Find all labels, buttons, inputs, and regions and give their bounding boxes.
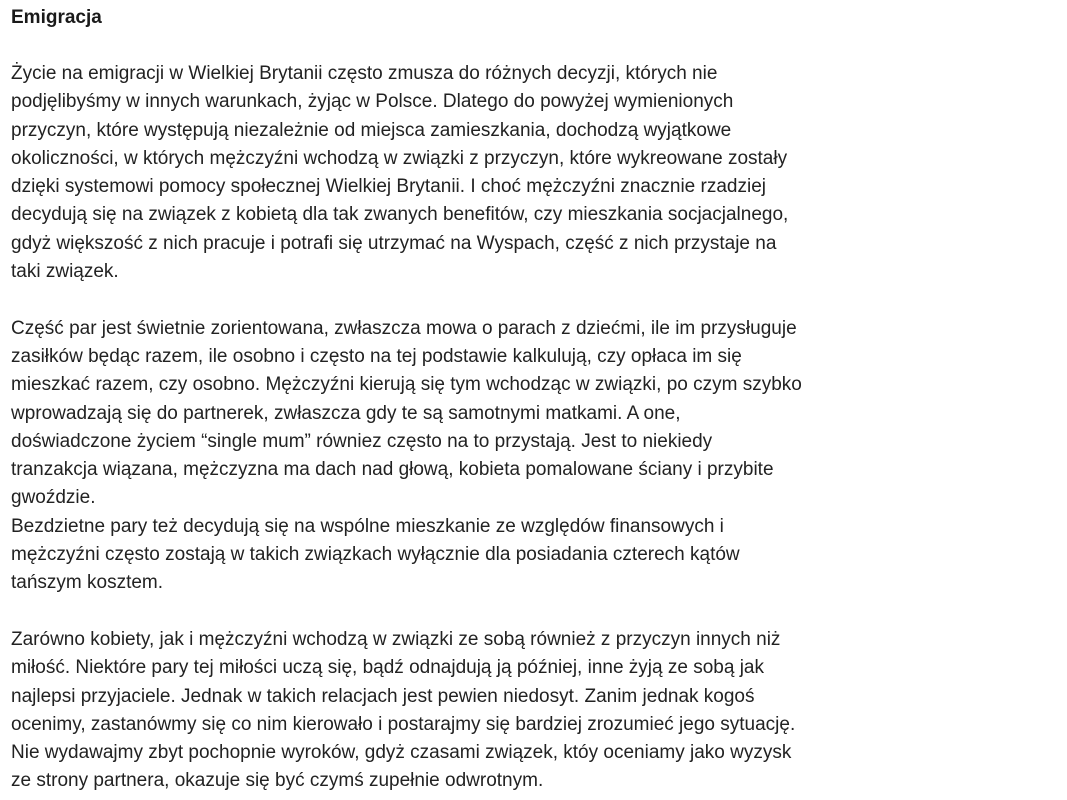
article (11, 4, 891, 796)
paragraph-spacer (11, 598, 891, 626)
paragraph-conclusion: Zarówno kobiety, jak i mężczyźni wchodzą w związki ze sobą również z przyczyn innych niż miłość. Niektóre pary tej miłości uczą się, bądź odnajdują ją później, inne żyją ze sobą jak najlepsi przyjaciele. Jednak w takich relacjach jest pewien niedosyt. Zanim jednak kogoś ocenimy, zastanówmy się co nim kierowało i postarajmy się bardziej zrozumieć jego sytuację. Nie wydawajmy zbyt pochopnie wyroków, gdyż czasami związek, któy oceniamy jako wyzysk ze strony partnera, okazuje się być czymś zupełnie odwrotnym. (11, 628, 796, 792)
paragraph-emigration-decisions: Życie na emigracji w Wielkiej Brytanii często zmusza do różnych decyzji, których nie podjęlibyśmy w innych warunkach, żyjąc w Polsce. Dlatego do powyżej wymienionych przyczyn, które występują niezależnie od miejsca zamieszkania, dochodzą wyjątkowe okoliczności, w których mężczyźni wchodzą w związki z przyczyn, które wykreowane zostały dzięki systemowi pomocy społecznej Wielkiej Brytanii. I choć mężczyźni znacznie rzadziej decydują się na związek z kobietą dla tak zwanych benefitów, czy mieszkania socjacjalnego, gdyż większość z nich pracuje i potrafi się utrzymać na Wyspach, część z nich przystaje na taki związek. (11, 63, 789, 283)
article-title: Emigracja (11, 7, 102, 28)
paragraph-childless-couples: Bezdzietne pary też decydują się na wspólne mieszkanie ze względów finansowych i mężczyźni często zostają w takich związkach wyłącznie dla posiadania czterech kątów tańszym kosztem. (11, 515, 740, 594)
paragraph-spacer (11, 286, 891, 314)
paragraph-benefits-calculation: Część par jest świetnie zorientowana, zwłaszcza mowa o parach z dziećmi, ile im przysługuje zasiłków będąc razem, ile osobno i często na tej podstawie kalkulują, czy opłaca im się mieszkać razem, czy osobno. Mężczyźni kierują się tym wchodząc w związki, po czym szybko wprowadzają się do partnerek, zwłaszcza gdy te są samotnymi matkami. A one, doświadczone życiem “single mum” równiez często na to przystają. Jest to niekiedy tranzakcja wiązana, mężczyzna ma dach nad głową, kobieta pomalowane ściany i przybite gwoździe. (11, 317, 802, 509)
